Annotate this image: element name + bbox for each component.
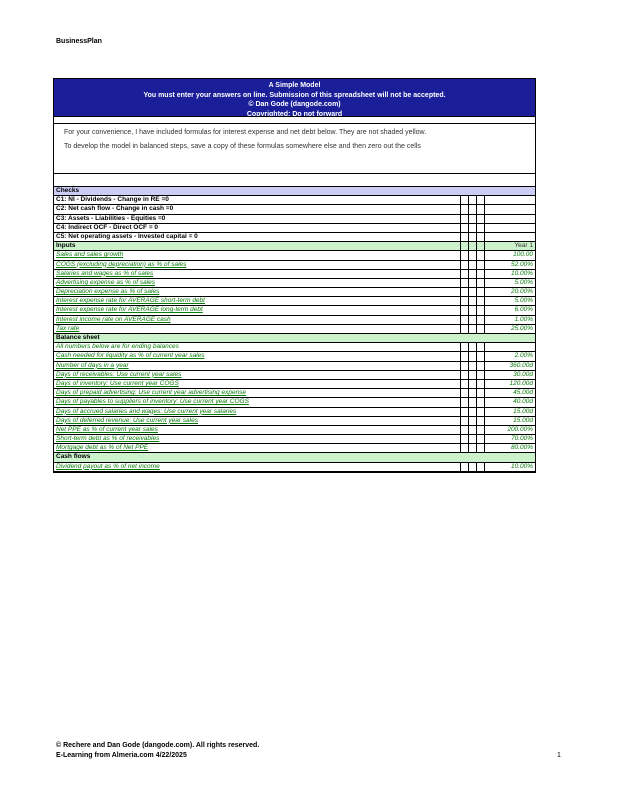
check-row-value[interactable] xyxy=(484,233,535,241)
balance-row xyxy=(54,389,535,398)
check-row-label: C3: Assets - Liabilities - Equities =0 xyxy=(56,214,166,222)
cash-flow-row xyxy=(54,463,535,472)
input-row-label: Interest income rate on AVERAGE cash xyxy=(56,315,171,323)
balance-row xyxy=(54,398,535,407)
balance-row-value[interactable]: 360.00d xyxy=(484,362,535,370)
balance-row-label: Days of inventory: Use current year COGS xyxy=(56,379,179,387)
balance-row-label: Days of receivables: Use current year sales xyxy=(56,370,182,378)
cash-flows-title: Cash flows xyxy=(56,453,91,461)
balance-row xyxy=(54,362,535,371)
balance-row-value[interactable]: 70.00% xyxy=(484,435,535,443)
input-row-label: Depreciation expense as % of sales xyxy=(56,288,160,296)
check-row-value[interactable] xyxy=(484,205,535,213)
input-row xyxy=(54,306,535,315)
input-row xyxy=(54,270,535,279)
check-row-label: C2: Net cash flow - Change in cash =0 xyxy=(56,205,174,213)
input-row-value[interactable]: 5.00% xyxy=(484,279,535,287)
banner-line-2: You must enter your answers on line. Submission of this spreadsheet will not be accepted. xyxy=(143,91,446,99)
balance-row xyxy=(54,444,535,453)
checks-header xyxy=(54,187,535,196)
checks-title: Checks xyxy=(56,187,80,194)
title-banner xyxy=(54,79,535,116)
check-row-label: C4: Indirect OCF - Direct OCF = 0 xyxy=(56,223,159,231)
input-row-label: Interest expense rate for AVERAGE long-term debt xyxy=(56,306,203,314)
input-row xyxy=(54,297,535,306)
cash-flows-header xyxy=(54,453,535,462)
note-paragraph-2: To develop the model in balanced steps, save a copy of these formulas somewhere else and then zero out the cells xyxy=(64,143,421,150)
balance-row-value[interactable]: 30.00d xyxy=(484,371,535,379)
balance-row-label: Days of prepaid advertising: Use current year advertising expense xyxy=(56,389,247,397)
balance-row-label: Days of accrued salaries and wages: Use current year salaries xyxy=(56,407,237,415)
footer-elearning: E-Learning from Almeria.com 4/22/2025 xyxy=(56,752,187,759)
year-label: Year 1 xyxy=(484,242,535,250)
input-row-label: Sales and sales growth xyxy=(56,251,124,259)
check-row-value[interactable] xyxy=(484,196,535,204)
balance-row-label: Net PPE as % of current year sales xyxy=(56,425,158,433)
input-row-label: Advertising expense as % of sales xyxy=(56,278,155,286)
balance-row xyxy=(54,371,535,380)
balance-sheet-subtitle: All numbers below are for ending balances xyxy=(56,343,179,351)
input-row-value[interactable]: 1.00% xyxy=(484,316,535,324)
note-box xyxy=(54,123,535,174)
note-paragraph-1: For your convenience, I have included formulas for interest expense and net debt below. They are not shaded yellow. xyxy=(64,129,427,136)
input-row-value[interactable]: 6.00% xyxy=(484,306,535,314)
spreadsheet xyxy=(53,78,536,473)
balance-row-label: Cash needed for liquidity as % of current year sales xyxy=(56,352,205,360)
input-row xyxy=(54,261,535,270)
cash-flow-row-value[interactable]: 10.00% xyxy=(484,463,535,471)
inputs-header xyxy=(54,242,535,251)
balance-row xyxy=(54,417,535,426)
inputs-title: Inputs xyxy=(56,242,76,250)
balance-sheet-title: Balance sheet xyxy=(56,334,100,341)
input-row xyxy=(54,325,535,334)
input-row-value[interactable]: 100.00 xyxy=(484,251,535,259)
input-row xyxy=(54,288,535,297)
input-row-value[interactable]: 5.00% xyxy=(484,297,535,305)
balance-row-label: Number of days in a year xyxy=(56,361,129,369)
balance-row xyxy=(54,426,535,435)
input-row-value[interactable]: 25.00% xyxy=(484,325,535,333)
check-row xyxy=(54,205,535,214)
balance-row-value[interactable]: 80.00% xyxy=(484,444,535,452)
footer-copyright: © Rechere and Dan Gode (dangode.com). All rights reserved. xyxy=(56,742,260,749)
footer xyxy=(56,741,259,761)
input-row xyxy=(54,251,535,260)
balance-row-value[interactable]: 15.00d xyxy=(484,417,535,425)
input-row-value[interactable]: 20.00% xyxy=(484,288,535,296)
balance-row xyxy=(54,352,535,361)
balance-row xyxy=(54,380,535,389)
input-row xyxy=(54,316,535,325)
check-row-label: C1: NI - Dividends - Change in RE =0 xyxy=(56,196,169,204)
check-row xyxy=(54,196,535,205)
balance-row xyxy=(54,408,535,417)
check-row xyxy=(54,224,535,233)
document-header: BusinessPlan xyxy=(56,38,102,45)
check-row xyxy=(54,215,535,224)
balance-row-value[interactable]: 2.00% xyxy=(484,352,535,360)
blank-row xyxy=(54,174,535,187)
input-row-value[interactable]: 10.00% xyxy=(484,270,535,278)
input-row-label: Interest expense rate for AVERAGE short-term debt xyxy=(56,297,205,305)
spacer-row xyxy=(54,116,535,123)
input-row-value[interactable]: 52.00% xyxy=(484,261,535,269)
check-row-value[interactable] xyxy=(484,224,535,232)
balance-row-label: Mortgage debt as % of Net PPE xyxy=(56,444,149,452)
page-number: 1 xyxy=(557,752,561,759)
balance-sheet-header xyxy=(54,334,535,343)
banner-line-3: © Dan Gode (dangode.com) xyxy=(248,101,341,108)
check-row xyxy=(54,233,535,242)
balance-row-value[interactable]: 40.00d xyxy=(484,398,535,406)
balance-row-label: Days of payables to suppliers of inventory: Use current year COGS xyxy=(56,398,249,406)
cash-flow-row-label: Dividend payout as % of net income xyxy=(56,462,160,470)
balance-row-value[interactable]: 15.00d xyxy=(484,408,535,416)
input-row-label: COGS (excluding depreciation) as % of sales xyxy=(56,260,187,268)
balance-row-label: Short-term debt as % of receivables xyxy=(56,435,160,443)
input-row xyxy=(54,279,535,288)
balance-row-value[interactable]: 45.00d xyxy=(484,389,535,397)
balance-row xyxy=(54,435,535,444)
input-row-label: Salaries and wages as % of sales xyxy=(56,269,154,277)
balance-row-label: Days of deferred revenue: Use current year sales xyxy=(56,416,198,424)
input-row-label: Tax rate xyxy=(56,324,80,332)
banner-line-1: A Simple Model xyxy=(268,82,321,89)
balance-row-value[interactable]: 200.00% xyxy=(484,426,535,434)
banner-line-4: Copyrighted: Do not forward xyxy=(246,110,343,118)
check-row-value[interactable] xyxy=(484,215,535,223)
check-row-label: C5: Net operating assets - Invested capital = 0 xyxy=(56,232,198,240)
balance-sheet-subtitle-row xyxy=(54,343,535,352)
balance-row-value[interactable]: 120.00d xyxy=(484,380,535,388)
